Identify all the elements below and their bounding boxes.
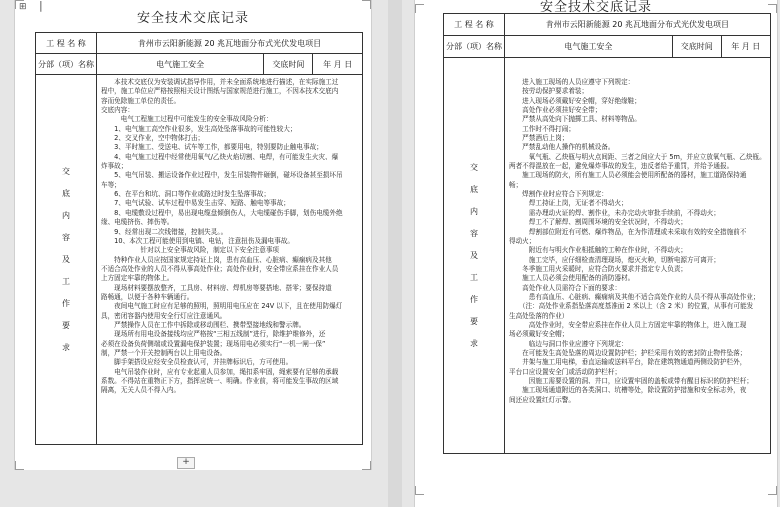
content-line: 焊工不了解焊、割周围环境的安全状况时，不得动火； (509, 218, 688, 227)
content-line: 脚手架搭设应经安全员检查认可，并挂牌标识后，方可使用。 (101, 358, 293, 367)
content-lines (101, 78, 358, 396)
content-line: 上方固定牢靠的物体上。 (101, 274, 174, 283)
content-line: 必须在设备负荷侧端或设置漏电保护装置；现场用电必须实行“一机一闸一保” (101, 339, 326, 348)
content-line: 场必须戴好安全帽； (509, 330, 569, 339)
content-line: 平台口应设置安全门或活动防护栏杆； (509, 367, 622, 376)
vertical-label-char: 作 (62, 298, 70, 308)
section-name[interactable]: 电气施工安全 (97, 54, 264, 75)
content-line: 5、电气吊装、搬运设备作业过程中，发生吊装物件砸倒，碰坏设备甚至损坏吊 (101, 171, 343, 180)
vertical-label (38, 161, 94, 359)
content-line: 施工完毕，应仔细检查清理现场，熄灭火种，切断电源方可离开； (509, 255, 720, 264)
content-line: 路畅通，以便于各种车辆通行。 (101, 292, 194, 301)
content-line: 1、电气施工高空作业很多，发生高处坠落事故的可能性较大； (101, 124, 297, 133)
content-line: 严禁操作人员在工作中拆除或移动围栏、携带型接地线和警示牌。 (101, 320, 306, 329)
content-line: 2、交叉作业，空中物体打击； (101, 134, 205, 143)
vertical-label-char: 交 (62, 166, 70, 176)
content-line: 6、在平台和坑、洞口等作业或路过时发生坠落事故； (101, 190, 271, 199)
content-line: 患有高血压、心脏病、癫痫病及其他不适合高处作业的人员不得从事高处作业； (509, 292, 760, 301)
project-label: 工 程 名 称 (36, 33, 97, 54)
content-line: 施工现场的防火，所有施工人员必须能会使用所配备的器材，施工道路保持通 (509, 171, 747, 180)
vertical-label-char: 工 (470, 272, 478, 282)
disclosure-form-table (35, 32, 363, 445)
content-line: 9、经常出现二次线错接，控制失灵。。 (101, 227, 228, 236)
content-line: 程中，施工单位应严格按照相关设计图纸与国家规范进行施工，不因本技术交底内 (101, 87, 339, 96)
vertical-label-char: 及 (470, 250, 478, 260)
date-value[interactable]: 年 月 日 (313, 54, 363, 75)
project-name[interactable]: 肯州市云阳新能源 20 兆瓦地面分布式光伏发电项目 (505, 14, 771, 36)
disclosure-content[interactable] (505, 58, 771, 454)
content-section-label (36, 75, 97, 445)
content-line: 在可能发生高处坠落的周边设置防护栏；护栏采用有效的密封防止物件坠落； (509, 348, 747, 357)
content-line: 两者不得混放在一起，避免爆炸事故的发生，违反者给予重罚，并给予通报。 (509, 162, 734, 171)
vertical-label-char: 容 (62, 232, 70, 242)
content-line: 现场材料要摆放整齐，工具房、材料房、焊机房等要搭地、搭零；要保持道 (101, 283, 332, 292)
content-line: 高处作业时，安全带应系挂在作业人员上方固定牢靠的物体上，进入施工现 (509, 320, 747, 329)
content-line: 3、平时施工、受送电、试车等工作，都要用电，特别要防止触电事故； (101, 143, 323, 152)
page-gutter (388, 0, 402, 507)
document-page-right (414, 0, 778, 507)
content-line: 间还应设置红灯示警。 (509, 395, 575, 404)
content-line: 制，严禁一个开关控制两台以上用电设备。 (101, 348, 227, 357)
vertical-label (446, 157, 502, 355)
crop-mark (768, 4, 777, 13)
content-line: 井架与施工用电梯，垂直运输或送料平台，除在建筑物通道两侧设防护栏外， (509, 358, 747, 367)
content-line: 高处作业人员需符合下面的要求： (509, 283, 622, 292)
date-label: 交底时间 (672, 36, 721, 58)
crop-mark (415, 4, 424, 13)
section-name[interactable]: 电气施工安全 (505, 36, 673, 58)
crop-mark (415, 486, 424, 495)
crop-mark (768, 486, 777, 495)
vertical-label-char: 求 (470, 338, 478, 348)
vertical-label-char: 要 (470, 316, 478, 326)
content-line: 需办理动火证的焊、割作业，未办完动火审批手续前，不得动火； (509, 208, 720, 217)
add-row-button[interactable]: + (177, 457, 195, 469)
page-title: 安全技术交底记录 (136, 11, 249, 26)
content-line: 临边与洞口作业应遵守下列规定： (509, 339, 628, 348)
table-move-icon[interactable]: ⊞ (19, 2, 27, 12)
disclosure-content[interactable] (97, 75, 363, 445)
content-line: 夜间电气施工时应有足够的照明，照明用电压应在 24V 以下，且在使用防爆灯 (101, 302, 343, 311)
content-line: 4、电气施工过程中经常使用氧气/乙炔火焰切割、电焊，有可能发生火灾、爆 (101, 152, 339, 161)
content-line: 高处作业必须挂好安全带； (509, 106, 602, 115)
content-line: 隔离，无关人员不得入内。 (101, 386, 181, 395)
content-line: 按劳动保护要求着装； (509, 87, 589, 96)
vertical-label-char: 求 (62, 342, 70, 352)
content-line: 施工人员必须会使用配备的消防器材。 (509, 274, 635, 283)
content-line: （注：高处作业系指坠落高度基准面 2 米以上（含 2 米）的位置，从事有可能发 (509, 302, 754, 311)
content-line: 交底内容： (101, 106, 134, 115)
content-line: 焊工持证上岗，无证者不得动火； (509, 199, 628, 208)
content-line: 系数。不得站在重物正下方，指挥应统一、明确。作业前，将可能发生事故的区域 (101, 377, 339, 385)
content-line: 电气吊装作业时，应有专业起重人员参加，绳扣系牢固，绳索要有足够的承载 (101, 367, 339, 376)
content-line: 工作时不得打闹； (509, 124, 575, 133)
content-line: 缘、电缆挤伤、摔伤等。 (101, 218, 174, 227)
vertical-label-char: 内 (62, 210, 70, 220)
content-line: 针对以上安全事故风险，制定以下安全注意事项 (101, 246, 280, 255)
content-line: 进入施工现场的人员应遵守下列规定： (509, 78, 635, 86)
page-title: 安全技术交底记录 (539, 0, 652, 15)
content-line: 附近有与明火作业相抵触的工种在作业时，不得动火； (509, 246, 688, 255)
content-line: 10、本次工程可能使用到电镐、电钻，注意扭伤及漏电事故。 (101, 236, 295, 245)
content-line: 进入现场必须戴好安全帽，穿好绝缘鞋； (509, 96, 641, 105)
vertical-label-char: 作 (470, 294, 478, 304)
content-line: 不适合高处作业的人员不得从事高处作业；高处作业时，安全带应系挂在作业人员 (101, 264, 339, 273)
crop-mark (362, 461, 371, 470)
content-line: 焊割部位附近有可燃、爆炸物品，在为作清理或未采取有效的安全措施前不 (509, 227, 747, 236)
content-lines (509, 78, 766, 405)
content-line: 容而免除施工单位的责任。 (101, 96, 181, 105)
content-line: 氧气瓶、乙炔瓶与明火点间距、三者之间应大于 5m，并应立放氧气瓶、乙炔瓶。 (509, 152, 766, 161)
content-line: 具，密闭容器内使用安全行灯应注意通风。 (101, 311, 227, 320)
content-line: 得动火； (509, 236, 536, 245)
content-line: 因施工需要设置的洞、井口，应设置牢固的盖板或带有醒目标识的防护栏杆； (509, 377, 753, 385)
content-line: 严禁从高处向下抛掷工具、材料等物品。 (509, 115, 641, 124)
content-line: 焊割作业时应符合下列规定： (509, 190, 608, 199)
content-line: 特种作业人员应按国家规定持证上岗，患有高血压、心脏病、癫痫病及其他 (101, 255, 332, 264)
section-label: 分部（项）名称 (36, 54, 97, 75)
content-line: 7、电气试验、试车过程中易发生击穿、短路、触电等事故； (101, 199, 290, 208)
content-line: 严禁乱动他人操作的机械设备。 (509, 143, 615, 152)
vertical-label-char: 底 (62, 188, 70, 198)
content-section-label (444, 58, 505, 454)
vertical-label-char: 及 (62, 254, 70, 264)
disclosure-form-table (443, 13, 771, 454)
project-name[interactable]: 肯州市云阳新能源 20 兆瓦地面分布式光伏发电项目 (97, 33, 363, 54)
crop-mark (15, 461, 24, 470)
section-label: 分部（项）名称 (444, 36, 505, 58)
content-line: 生高处坠落的作业） (509, 311, 569, 320)
document-page-left (14, 0, 372, 470)
text-cursor-icon: | (39, 0, 43, 12)
content-line: 8、电缆敷设过程中，易出现电缆盘倾倒伤人，大电缆碰伤手脚，划伤电缆外绝 (101, 208, 343, 217)
content-line: 电气工程施工过程中可能发生的安全事故风险分析： (101, 115, 273, 124)
date-label: 交底时间 (264, 54, 313, 75)
content-line: 炸事故； (101, 162, 128, 171)
content-line: 车等； (101, 180, 121, 189)
content-line: 施工现场通道附近的各类洞口、坑槽等处，除设置防护措施和安全标志外，夜 (509, 386, 747, 395)
vertical-label-char: 内 (470, 206, 478, 216)
vertical-label-char: 底 (470, 184, 478, 194)
vertical-label-char: 要 (62, 320, 70, 330)
project-label: 工 程 名 称 (444, 14, 505, 36)
content-line: 冬季施工用火采暖时，应符合防火要求并指定专人负责； (509, 264, 688, 273)
content-line: 本技术交底仅为安装调试指导作用，并未全面系统地进行描述，在实际施工过 (101, 78, 339, 86)
content-line: 严禁酒后上岗； (509, 134, 569, 143)
vertical-label-char: 容 (470, 228, 478, 238)
vertical-label-char: 交 (470, 162, 478, 172)
date-value[interactable]: 年 月 日 (721, 36, 770, 58)
content-line: 畅； (509, 180, 523, 189)
content-line: 现场所有用电设备接线均应严格按“三相五线制”进行，除维护维修外，还 (101, 330, 326, 339)
vertical-label-char: 工 (62, 276, 70, 286)
